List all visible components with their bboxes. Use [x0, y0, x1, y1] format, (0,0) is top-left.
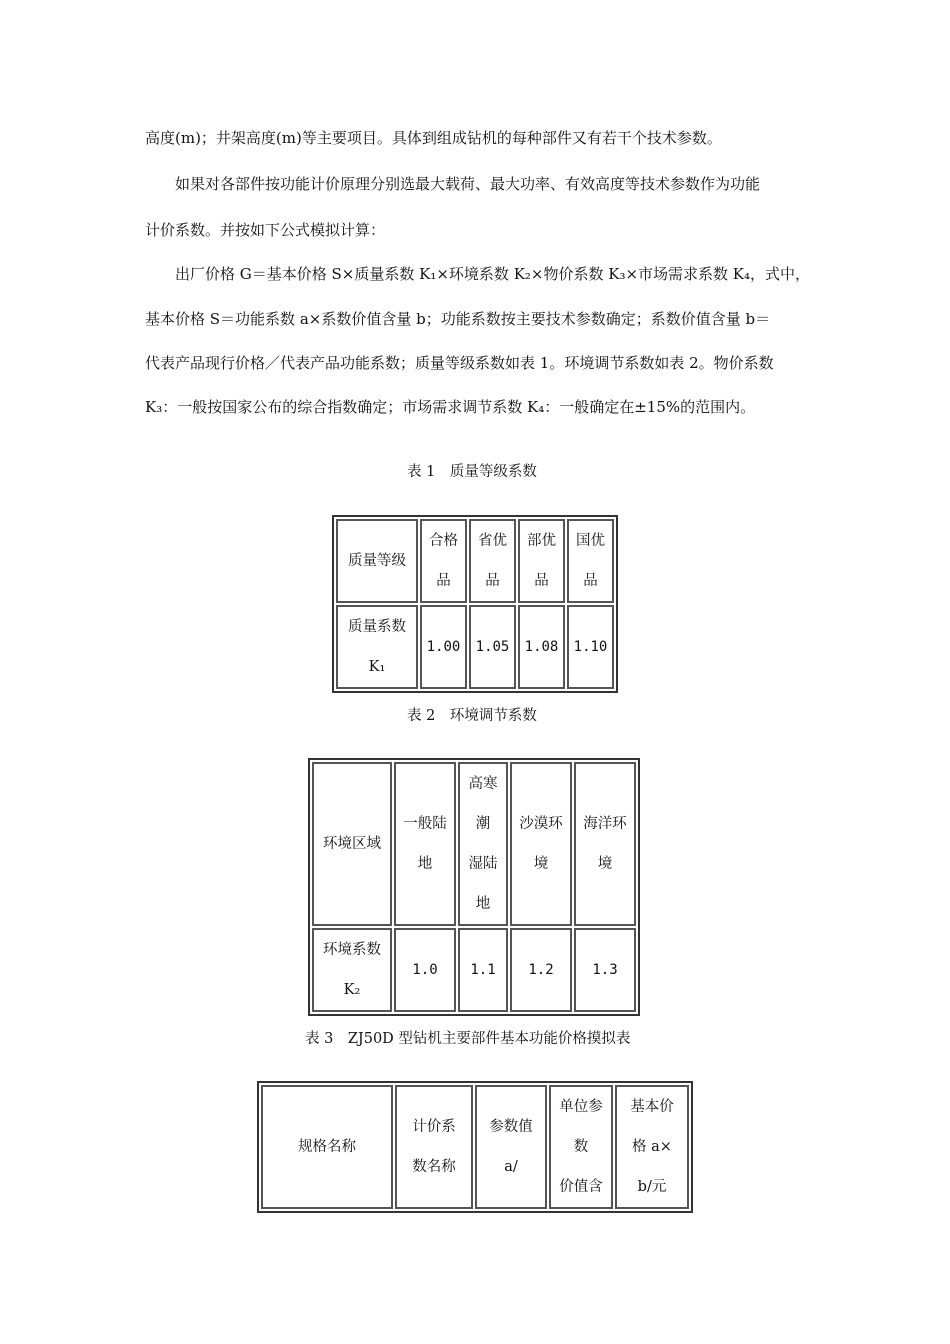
coefficient-value: 1.00 — [420, 605, 467, 689]
region-cell: 高寒 潮 湿陆 地 — [458, 762, 508, 926]
pricing-coefficient-header: 计价系 数名称 — [395, 1085, 473, 1209]
grade-cell: 部优 品 — [518, 519, 565, 603]
parameter-value-header: 参数值 a/ — [475, 1085, 547, 1209]
paragraph-6: 代表产品现行价格／代表产品功能系数；质量等级系数如表 1。环境调节系数如表 2。物价系数 — [145, 354, 774, 372]
coefficient-value: 1.2 — [510, 928, 572, 1012]
quality-coefficient-label: 质量系数 K₁ — [336, 605, 418, 689]
environment-coefficient-label: 环境系数 K₂ — [312, 928, 392, 1012]
environment-table — [308, 758, 640, 1016]
coefficient-value: 1.0 — [394, 928, 456, 1012]
paragraph-2: 如果对各部件按功能计价原理分别选最大载荷、最大功率、有效高度等技术参数作为功能 — [175, 175, 761, 193]
paragraph-7: K₃：一般按国家公布的综合指数确定；市场需求调节系数 K₄：一般确定在±15%的范围内。 — [145, 398, 756, 416]
coefficient-value: 1.10 — [567, 605, 614, 689]
base-price-header: 基本价 格 a× b/元 — [615, 1085, 689, 1209]
grade-cell: 国优 品 — [567, 519, 614, 603]
quality-grade-label: 质量等级 — [336, 519, 418, 603]
environment-region-label: 环境区域 — [312, 762, 392, 926]
coefficient-value: 1.3 — [574, 928, 636, 1012]
table3-caption: 表 3 ZJ50D 型钻机主要部件基本功能价格摸拟表 — [305, 1031, 631, 1047]
paragraph-1: 高度(m)；井架高度(m)等主要项目。具体到组成钻机的每种部件又有若干个技术参数。 — [145, 129, 722, 147]
paragraph-5: 基本价格 S＝功能系数 a×系数价值含量 b；功能系数按主要技术参数确定；系数价值含量 b＝ — [145, 310, 771, 328]
paragraph-4: 出厂价格 G＝基本价格 S×质量系数 K₁×环境系数 K₂×物价系数 K₃×市场需求系数 K₄，式中， — [175, 265, 811, 283]
grade-cell: 省优 品 — [469, 519, 516, 603]
drilling-rig-price-table — [257, 1081, 693, 1213]
region-cell: 海洋环 境 — [574, 762, 636, 926]
region-cell: 一般陆 地 — [394, 762, 456, 926]
coefficient-value: 1.05 — [469, 605, 516, 689]
coefficient-value: 1.08 — [518, 605, 565, 689]
coefficient-value: 1.1 — [458, 928, 508, 1012]
table1-caption: 表 1 质量等级系数 — [407, 464, 537, 480]
spec-name-header: 规格名称 — [261, 1085, 393, 1209]
paragraph-3: 计价系数。并按如下公式模拟计算： — [145, 221, 386, 239]
table2-caption: 表 2 环境调节系数 — [407, 708, 537, 724]
unit-parameter-value-header: 单位参 数 价值含 — [549, 1085, 613, 1209]
region-cell: 沙漠环 境 — [510, 762, 572, 926]
quality-grade-table — [332, 515, 618, 693]
grade-cell: 合格 品 — [420, 519, 467, 603]
